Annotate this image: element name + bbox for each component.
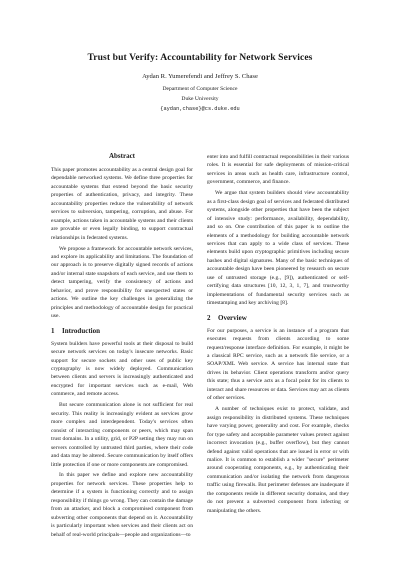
section-number: 2: [207, 313, 211, 322]
overview-paragraph-2: A number of techniques exist to protect, validate, and assign responsibility in distributed systems. These techniques have varying power, generality and cost. For example, checks for type safety and acceptable parameter values protect against incorrect invocation (e.g., buffer overflow), but they cannot defend against valid operations that are issued in error or with malice. It is common to establish a wider "secure" perimeter around cooperating components, e.g., by authenticating their communication and/or isolating the network from dangerous traffic using firewalls. But perimeter defenses are inadequate if the components reside in different security domains, and they do not prevent a subverted component from infecting or manipulating the others.: [207, 406, 349, 514]
section-heading-overview: [207, 314, 349, 323]
author-university: Duke University: [181, 95, 219, 102]
intro-paragraph-4: We argue that system builders should view accountability as a first-class design goal of services and federated distributed systems, alongside other properties that have been the subject of intensive study: performance, availability, dependability, and so on. One contribution of this paper is to outline the elements of a methodology for building accountable network services that can apply to a wide class of services. These elements build upon cryptographic primitives including secure hashes and digital signatures. Many of the basic techniques of accountable design have been pioneered by research on secure use of untrusted storage (e.g., [9]), authenticated or self-certifying data structures [10, 12, 3, 1, 7], and trustworthy implementations of fundamental security services such as timestamping and key archiving [8].: [207, 190, 349, 307]
author-department: Department of Computer Science: [162, 85, 238, 92]
section-heading-introduction: [51, 327, 193, 336]
abstract-paragraph-1: This paper promotes accountability as a central design goal for dependable networked systems. We define three properties for accountable systems that extend beyond the basic security properties of authentication, privacy, and integrity. These accountability properties reduce the vulnerability of network services to subversion, tampering, corruption, and abuse. For example, actions taken in accountable systems and their clients are provable or even legally binding, to support contractual relationships in federated systems.: [51, 167, 193, 241]
intro-paragraph-2: But secure communication alone is not sufficient for real security. This reality is increasingly evident as services grow more complex and interdependent. Today's services often consist of interacting components or peers, which may span trust domains. In a utility, grid, or P2P setting they may run on servers controlled by untrusted third parties, where their code and data may be altered. Secure communication by itself offers little protection if one or more components are compromised.: [51, 402, 193, 468]
overview-paragraph-1: For our purposes, a service is an instance of a program that executes requests from clients according to some request/response interface definition. For example, it might be a classical RPC service, such as a network file service, or a SOAP/XML Web service. A service has internal state that drives its behavior. Client operations transform and/or query this state; thus a service acts as a focal point for its clients to interact and share resources or data. Services may act as clients of other services.: [207, 327, 349, 402]
right-column: [207, 153, 349, 518]
section-title: Introduction: [62, 326, 100, 335]
paper-title: Trust but Verify: Accountability for Network Services: [87, 52, 313, 63]
intro-paragraph-3-continued: enter into and fulfill contractual responsibilities in their various roles. It is essential for safe deployments of mission-critical services in areas such as health care, infrastructure control, government, commerce, and finance.: [207, 154, 349, 186]
left-column: [51, 152, 193, 542]
intro-paragraph-1: System builders have powerful tools at their disposal to build secure network services on today's insecure networks. Basic support for secure sockets and other uses of public key cryptography is now widely deployed. Communication between clients and servers is increasingly authenticated and encrypted for important services such as e-mail, Web commerce, and remote access.: [51, 340, 193, 398]
paper-authors: Aydan R. Yumerefendi and Jeffrey S. Chase: [142, 73, 258, 80]
abstract-paragraph-2: We propose a framework for accountable network services, and explore its applicability and limitations. The foundation of our approach is to preserve digitally signed records of actions and/or internal state snapshots of each service, and use them to detect tampering, verify the consistency of actions and behavior, and prove responsibility for unexpected states or actions. We outline the key challenges in generalizing the principles and methodology of accountable design for practical use.: [51, 245, 193, 320]
author-email: {aydan,chase}@cs.duke.edu: [160, 105, 240, 112]
section-number: 1: [51, 326, 55, 335]
abstract-heading: Abstract: [108, 152, 136, 160]
section-title: Overview: [218, 313, 247, 322]
intro-paragraph-3: In this paper we define and explore new accountability properties for network services. These properties help to determine if a system is functioning correctly and to assign responsibility if things go wrong. They can contain the damage from an attacker, and block a compromised component from subverting other components that depend on it. Accountability is particularly important when services and their clients act on behalf of real-world principals—people and organizations—to: [51, 472, 193, 538]
